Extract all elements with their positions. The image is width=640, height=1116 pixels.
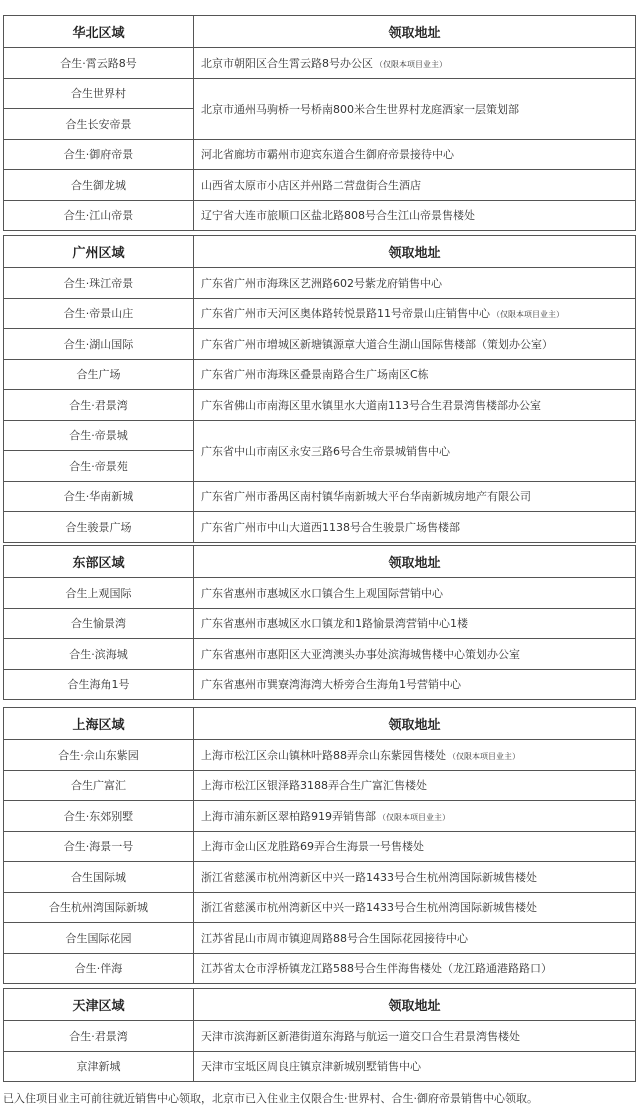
- address-text: 广东省佛山市南海区里水镇里水大道南113号合生君景湾售楼部办公室: [201, 398, 541, 412]
- project-name: 合生·佘山东紫园: [4, 740, 194, 771]
- region-table: [3, 235, 636, 543]
- address-text: 天津市滨海新区新港街道东海路与航运一道交口合生君景湾售楼处: [201, 1029, 520, 1043]
- pickup-address: [194, 481, 636, 512]
- pickup-address: [194, 953, 636, 984]
- table-row: [4, 420, 636, 451]
- table-row: [4, 740, 636, 771]
- table-row: [4, 862, 636, 893]
- table-row: [4, 923, 636, 954]
- address-text: 江苏省太仓市浮桥镇龙江路588号合生伴海售楼处（龙江路通港路路口）: [201, 962, 552, 976]
- owner-only-note: （仅限本项目业主）: [492, 310, 564, 320]
- owner-only-note: （仅限本项目业主）: [375, 59, 447, 69]
- address-text: 上海市松江区银泽路3188弄合生广富汇售楼处: [201, 779, 427, 793]
- pickup-address: [194, 862, 636, 893]
- project-name: 合生骏景广场: [4, 512, 194, 543]
- project-name: 合生·华南新城: [4, 481, 194, 512]
- project-name: 合生国际花园: [4, 923, 194, 954]
- project-name: 京津新城: [4, 1051, 194, 1082]
- table-row: [4, 1051, 636, 1082]
- table-row: [4, 831, 636, 862]
- address-text: 广东省广州市海珠区叠景南路合生广场南区C栋: [201, 368, 429, 382]
- pickup-address: [194, 78, 636, 139]
- address-text: 广东省广州市天河区奥体路转悦景路11号帝景山庄销售中心: [201, 307, 490, 321]
- table-row: [4, 578, 636, 609]
- project-name: 合生·东郊别墅: [4, 801, 194, 832]
- project-name: 合生·帝景山庄: [4, 298, 194, 329]
- pickup-address: [194, 608, 636, 639]
- address-text: 广东省广州市海珠区艺洲路602号紫龙府销售中心: [201, 276, 442, 290]
- address-text: 广东省惠州市惠阳区大亚湾澳头办事处滨海城售楼中心策划办公室: [201, 647, 520, 661]
- address-text: 上海市金山区龙胜路69弄合生海景一号售楼处: [201, 840, 424, 854]
- table-row: [4, 801, 636, 832]
- address-header: 领取地址: [194, 989, 636, 1021]
- project-name: 合生·君景湾: [4, 390, 194, 421]
- address-text: 广东省惠州市巽寮湾海湾大桥旁合生海角1号营销中心: [201, 678, 461, 692]
- address-header: 领取地址: [194, 546, 636, 578]
- pickup-address: [194, 740, 636, 771]
- table-row: [4, 78, 636, 109]
- address-text: 河北省廊坊市霸州市迎宾东道合生御府帝景接待中心: [201, 148, 454, 162]
- region-table: [3, 707, 636, 984]
- project-name: 合生广富汇: [4, 770, 194, 801]
- pickup-address: [194, 390, 636, 421]
- pickup-address: [194, 329, 636, 360]
- table-row: [4, 359, 636, 390]
- table-header-row: [4, 546, 636, 578]
- project-name: 合生·滨海城: [4, 639, 194, 670]
- project-name: 合生·伴海: [4, 953, 194, 984]
- project-name: 合生广场: [4, 359, 194, 390]
- project-name: 合生·珠江帝景: [4, 268, 194, 299]
- project-name: 合生愉景湾: [4, 608, 194, 639]
- pickup-address: [194, 48, 636, 79]
- table-row: [4, 770, 636, 801]
- pickup-address: [194, 639, 636, 670]
- project-name: 合生世界村: [4, 78, 194, 109]
- pickup-address: [194, 298, 636, 329]
- table-header-row: [4, 16, 636, 48]
- table-row: [4, 170, 636, 201]
- region-table: [3, 988, 636, 1082]
- table-row: [4, 892, 636, 923]
- pickup-address: [194, 170, 636, 201]
- pickup-address: [194, 1021, 636, 1052]
- owner-only-note: （仅限本项目业主）: [378, 812, 450, 822]
- pickup-address: [194, 801, 636, 832]
- region-title: 华北区域: [4, 16, 194, 48]
- pickup-address: [194, 139, 636, 170]
- region-title: 广州区域: [4, 236, 194, 268]
- region-table: [3, 15, 636, 231]
- pickup-address: [194, 831, 636, 862]
- address-header: 领取地址: [194, 236, 636, 268]
- pickup-address: [194, 359, 636, 390]
- project-name: 合生·君景湾: [4, 1021, 194, 1052]
- table-row: [4, 298, 636, 329]
- address-text: 广东省惠州市惠城区水口镇合生上观国际营销中心: [201, 586, 443, 600]
- table-row: [4, 48, 636, 79]
- table-row: [4, 200, 636, 231]
- table-row: [4, 512, 636, 543]
- project-name: 合生·江山帝景: [4, 200, 194, 231]
- table-row: [4, 139, 636, 170]
- footnote: 已入住项目业主可前往就近销售中心领取，北京市已入住业主仅限合生·世界村、合生·御府帝景销售中心领取。: [3, 1092, 538, 1105]
- project-name: 合生杭州湾国际新城: [4, 892, 194, 923]
- project-name: 合生长安帝景: [4, 109, 194, 140]
- address-text: 广东省广州市番禺区南村镇华南新城大平台华南新城房地产有限公司: [201, 490, 531, 504]
- table-header-row: [4, 236, 636, 268]
- project-name: 合生·湖山国际: [4, 329, 194, 360]
- address-text: 天津市宝坻区周良庄镇京津新城别墅销售中心: [201, 1060, 421, 1074]
- address-text: 北京市通州马驹桥一号桥南800米合生世界村龙庭酒家一层策划部: [201, 102, 519, 116]
- table-header-row: [4, 708, 636, 740]
- table-row: [4, 390, 636, 421]
- address-text: 广东省广州市中山大道西1138号合生骏景广场售楼部: [201, 520, 460, 534]
- pickup-address: [194, 512, 636, 543]
- address-text: 北京市朝阳区合生霄云路8号办公区: [201, 56, 373, 70]
- pickup-address: [194, 578, 636, 609]
- project-name: 合生·霄云路8号: [4, 48, 194, 79]
- table-row: [4, 481, 636, 512]
- address-text: 江苏省昆山市周市镇迎周路88号合生国际花园接待中心: [201, 931, 468, 945]
- pickup-address: [194, 923, 636, 954]
- project-name: 合生国际城: [4, 862, 194, 893]
- pickup-address: [194, 200, 636, 231]
- table-row: [4, 639, 636, 670]
- table-row: [4, 1021, 636, 1052]
- table-row: [4, 953, 636, 984]
- region-title: 天津区域: [4, 989, 194, 1021]
- table-row: [4, 608, 636, 639]
- address-text: 广东省中山市南区永安三路6号合生帝景城销售中心: [201, 444, 450, 458]
- project-name: 合生·御府帝景: [4, 139, 194, 170]
- address-text: 广东省广州市增城区新塘镇源章大道合生湖山国际售楼部（策划办公室）: [201, 337, 553, 351]
- region-title: 东部区域: [4, 546, 194, 578]
- address-text: 山西省太原市小店区并州路二营盘街合生酒店: [201, 178, 421, 192]
- project-name: 合生·帝景苑: [4, 451, 194, 482]
- address-header: 领取地址: [194, 16, 636, 48]
- table-row: [4, 669, 636, 700]
- pickup-address: [194, 892, 636, 923]
- table-row: [4, 329, 636, 360]
- owner-only-note: （仅限本项目业主）: [448, 751, 520, 761]
- table-header-row: [4, 989, 636, 1021]
- project-name: 合生·帝景城: [4, 420, 194, 451]
- table-row: [4, 268, 636, 299]
- address-text: 浙江省慈溪市杭州湾新区中兴一路1433号合生杭州湾国际新城售楼处: [201, 901, 537, 915]
- project-name: 合生·海景一号: [4, 831, 194, 862]
- project-name: 合生御龙城: [4, 170, 194, 201]
- region-table: [3, 545, 636, 700]
- pickup-address: [194, 420, 636, 481]
- address-text: 辽宁省大连市旅顺口区盐北路808号合生江山帝景售楼处: [201, 209, 475, 223]
- region-title: 上海区域: [4, 708, 194, 740]
- pickup-address: [194, 268, 636, 299]
- address-text: 上海市浦东新区翠柏路919弄销售部: [201, 809, 376, 823]
- pickup-address: [194, 669, 636, 700]
- address-header: 领取地址: [194, 708, 636, 740]
- project-name: 合生海角1号: [4, 669, 194, 700]
- address-text: 广东省惠州市惠城区水口镇龙和1路愉景湾营销中心1楼: [201, 617, 468, 631]
- address-text: 浙江省慈溪市杭州湾新区中兴一路1433号合生杭州湾国际新城售楼处: [201, 870, 537, 884]
- pickup-address: [194, 770, 636, 801]
- pickup-address: [194, 1051, 636, 1082]
- address-text: 上海市松江区佘山镇林叶路88弄佘山东紫园售楼处: [201, 748, 446, 762]
- project-name: 合生上观国际: [4, 578, 194, 609]
